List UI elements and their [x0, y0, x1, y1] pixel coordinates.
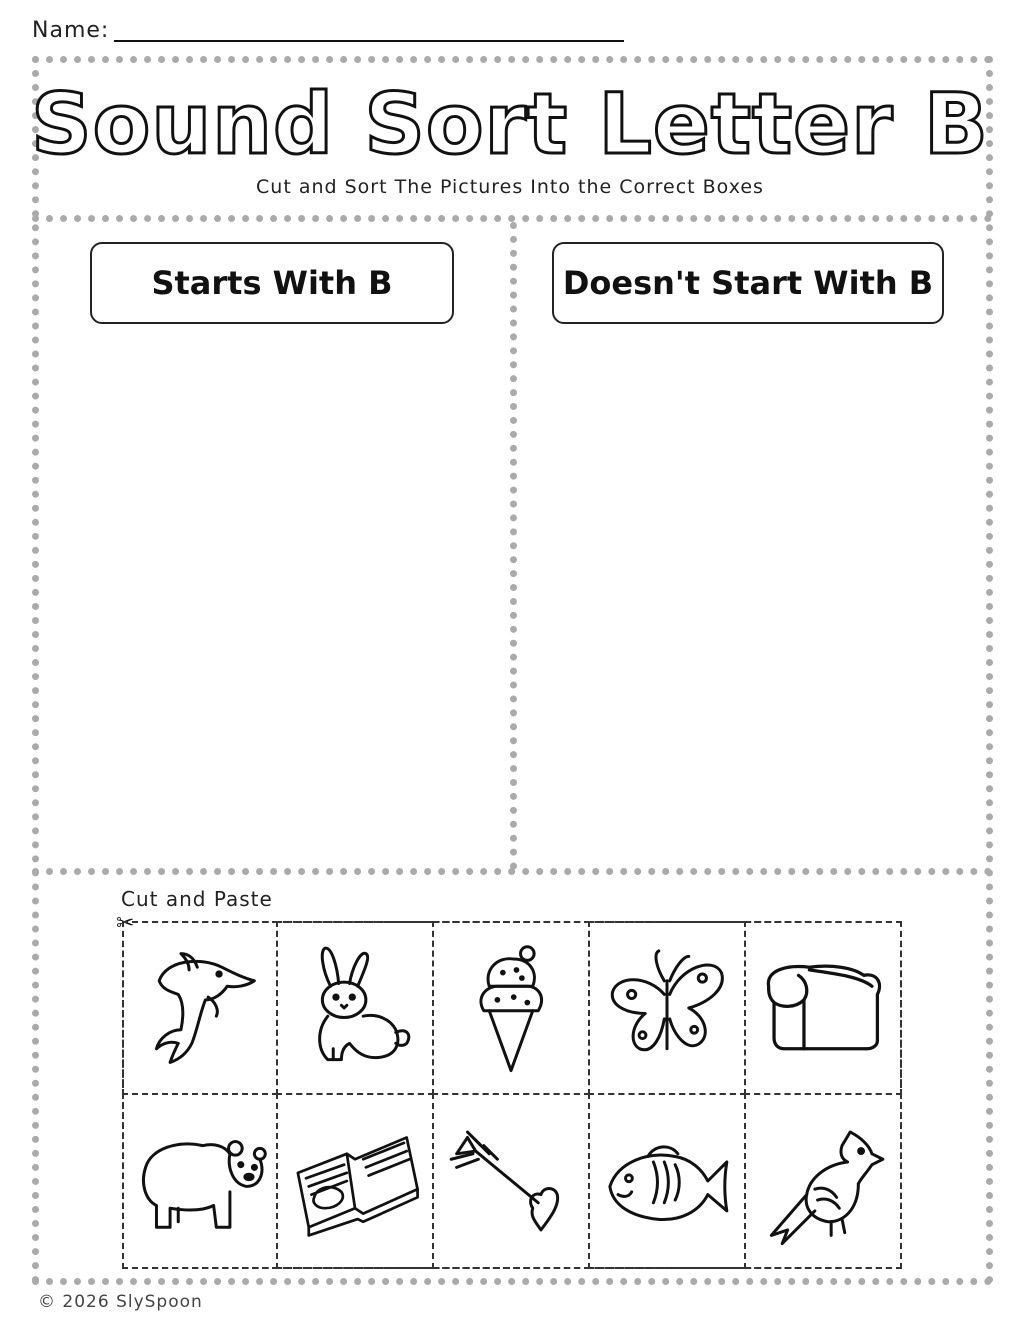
name-line[interactable]	[114, 40, 624, 42]
arrow-icon	[443, 1113, 579, 1249]
divider-header	[32, 215, 992, 222]
bunny-icon	[287, 940, 423, 1076]
starts-with-b-label: Starts With B	[151, 264, 393, 302]
picture-card-fish[interactable]	[588, 1093, 746, 1269]
ice-cream-icon	[443, 940, 579, 1076]
name-row	[32, 16, 612, 46]
page-subtitle: Cut and Sort The Pictures Into the Correct Boxes	[256, 176, 764, 198]
bread-icon	[755, 940, 891, 1076]
name-label: Name:	[32, 18, 110, 43]
border-bottom	[32, 1278, 992, 1285]
border-top	[32, 56, 992, 63]
copyright-footer: © 2026 SlySpoon	[38, 1292, 203, 1312]
border-left	[32, 56, 39, 1284]
picture-card-arrow[interactable]	[432, 1093, 590, 1269]
picture-card-bear[interactable]	[122, 1093, 278, 1269]
picture-card-bird[interactable]	[744, 1093, 902, 1269]
picture-card-bread[interactable]	[744, 921, 902, 1095]
doesnt-start-with-b-label: Doesn't Start With B	[562, 264, 934, 302]
cut-and-paste-label: Cut and Paste	[121, 887, 273, 911]
bird-icon	[755, 1113, 891, 1249]
dolphin-icon	[132, 940, 268, 1076]
scissors-icon: ✂	[116, 911, 135, 936]
doesnt-start-with-b-box[interactable]	[552, 242, 944, 324]
border-right	[986, 56, 993, 1284]
picture-card-ice-cream[interactable]	[432, 921, 590, 1095]
picture-card-butterfly[interactable]	[588, 921, 746, 1095]
page-title: Sound Sort Letter B	[31, 75, 989, 173]
picture-card-bunny[interactable]	[276, 921, 434, 1095]
divider-columns	[510, 222, 517, 870]
picture-card-dolphin[interactable]	[122, 921, 278, 1095]
fish-icon	[599, 1113, 735, 1249]
picture-card-book[interactable]	[276, 1093, 434, 1269]
book-icon	[287, 1113, 423, 1249]
starts-with-b-box[interactable]	[90, 242, 454, 324]
butterfly-icon	[599, 940, 735, 1076]
bear-icon	[132, 1113, 268, 1249]
